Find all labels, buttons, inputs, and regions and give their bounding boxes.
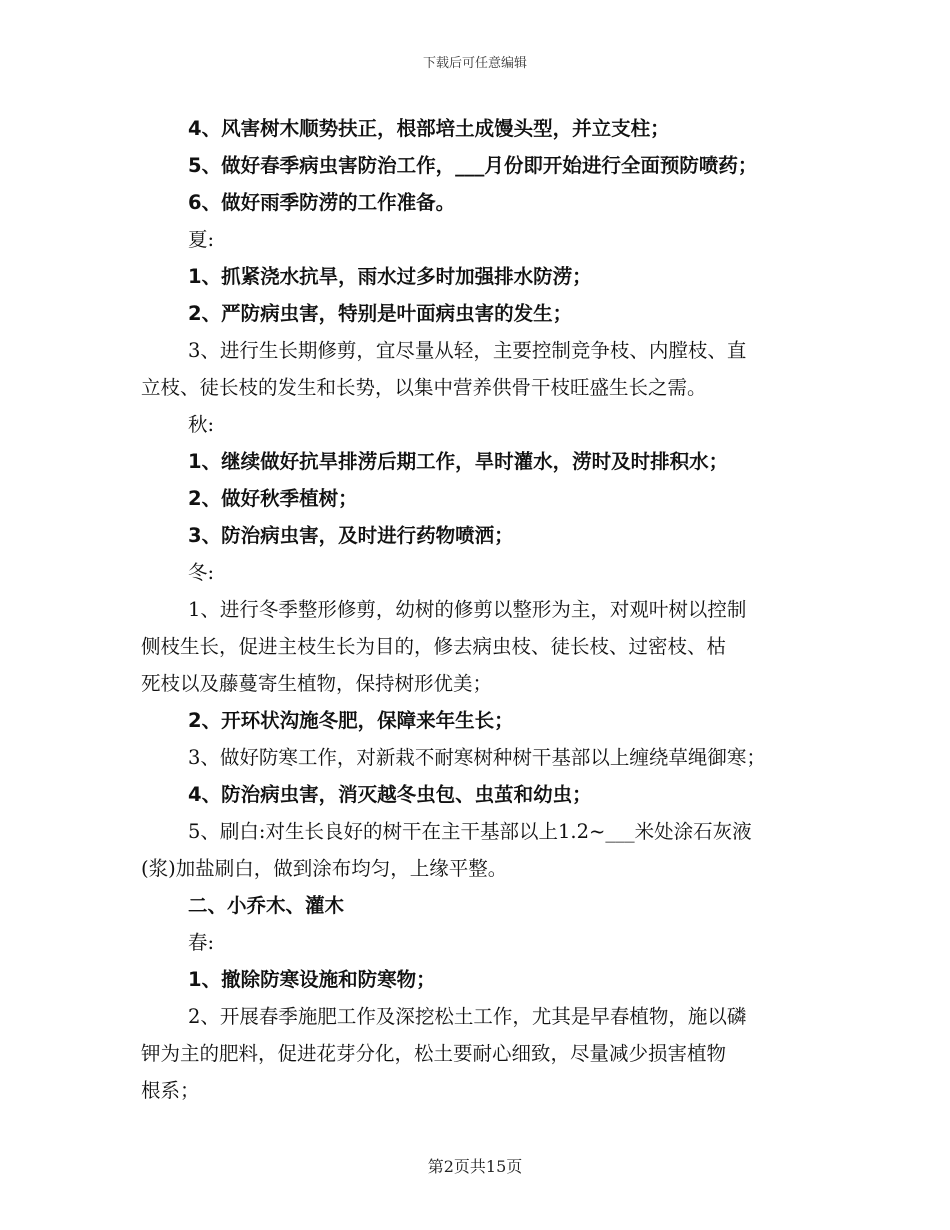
- text-line: 夏:: [188, 228, 215, 251]
- text-line: 秋:: [188, 413, 215, 436]
- text-line: 侧枝生长，促进主枝生长为目的，修去病虫枝、徒长枝、过密枝、枯: [141, 635, 727, 658]
- text-line: 3、防治病虫害，及时进行药物喷洒；: [188, 524, 514, 547]
- text-line: 2、严防病虫害，特别是叶面病虫害的发生；: [188, 302, 573, 325]
- text-line: 2、开展春季施肥工作及深挖松土工作，尤其是早春植物，施以磷: [188, 1005, 747, 1028]
- text-line: 冬:: [188, 561, 215, 584]
- text-line: 1、撤除防寒设施和防寒物；: [188, 968, 436, 991]
- text-line: 5、刷白:对生长良好的树干在主干基部以上1.2~___米处涂石灰液: [188, 820, 752, 843]
- text-line: 根系；: [141, 1079, 200, 1102]
- text-line: 4、防治病虫害，消灭越冬虫包、虫茧和幼虫；: [188, 783, 592, 806]
- text-line: 1、继续做好抗旱排涝后期工作，旱时灌水，涝时及时排积水；: [188, 450, 729, 473]
- text-line: 立枝、徒长枝的发生和长势，以集中营养供骨干枝旺盛生长之需。: [141, 376, 707, 399]
- text-line: 2、开环状沟施冬肥，保障来年生长；: [188, 709, 514, 732]
- text-line: 2、做好秋季植树；: [188, 487, 358, 510]
- text-line: 1、抓紧浇水抗旱，雨水过多时加强排水防涝；: [188, 265, 592, 288]
- page-header: 下载后可任意编辑: [422, 56, 527, 71]
- text-line: 春:: [188, 931, 215, 954]
- page-footer: 第2页共15页: [427, 1157, 523, 1176]
- text-line: 1、进行冬季整形修剪，幼树的修剪以整形为主，对观叶树以控制: [188, 598, 747, 621]
- text-line: 5、做好春季病虫害防治工作，___月份即开始进行全面预防喷药；: [188, 154, 758, 177]
- text-line: 钾为主的肥料，促进花芽分化，松土要耐心细致，尽量减少损害植物: [141, 1042, 727, 1065]
- text-line: 6、做好雨季防涝的工作准备。: [188, 191, 456, 214]
- document-body: [141, 110, 831, 1109]
- text-line: 4、风害树木顺势扶正，根部培土成馒头型，并立支柱；: [188, 117, 670, 140]
- text-line: 二、小乔木、灌木: [188, 894, 345, 917]
- text-line: 死枝以及藤蔓寄生植物，保持树形优美；: [141, 672, 493, 695]
- text-line: 3、做好防寒工作，对新栽不耐寒树种树干基部以上缠绕草绳御寒；: [188, 746, 766, 769]
- text-line: (浆)加盐刷白，做到涂布均匀，上缘平整。: [141, 857, 508, 880]
- text-line: 3、进行生长期修剪，宜尽量从轻，主要控制竞争枝、内膛枝、直: [188, 339, 747, 362]
